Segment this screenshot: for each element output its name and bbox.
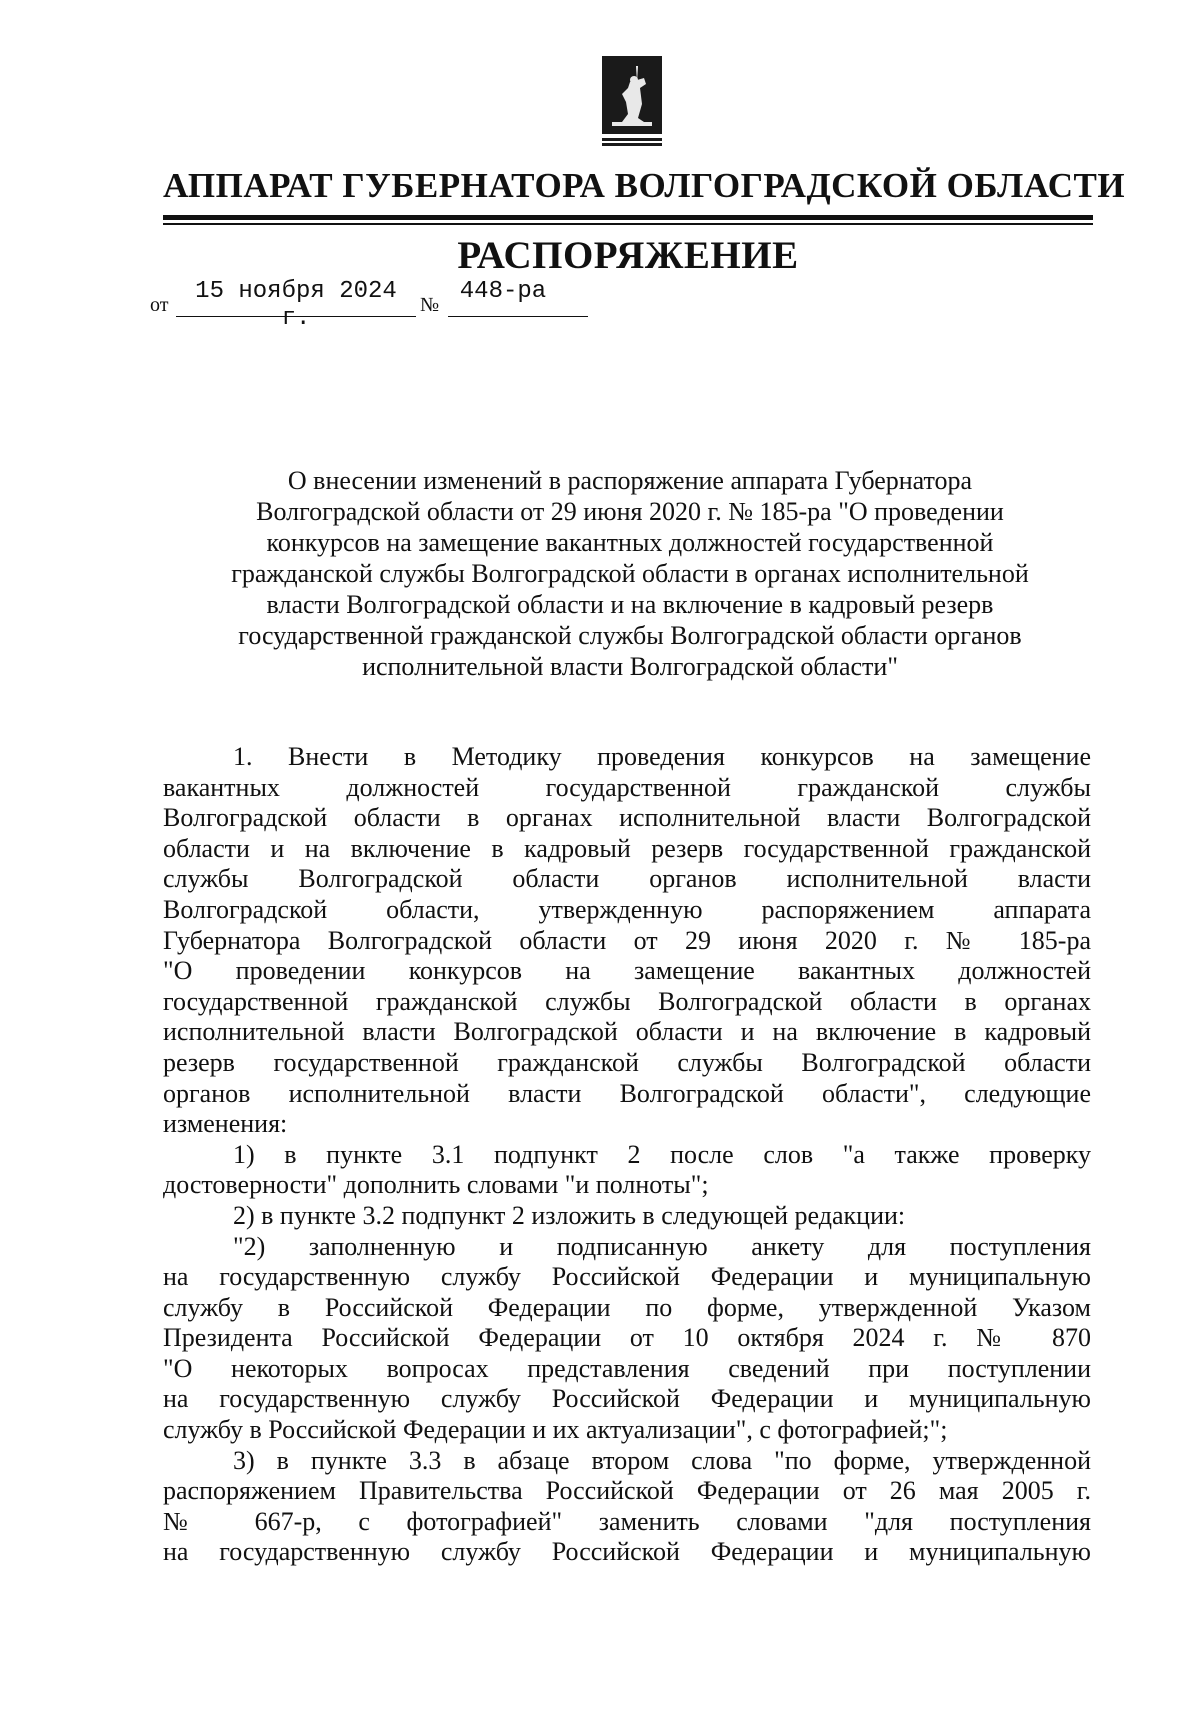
body-line: службы Волгоградской области органов исполнительной власти	[163, 864, 1091, 894]
document-title	[180, 465, 1080, 682]
body-line: резерв государственной гражданской службы Волгоградской области	[163, 1047, 1091, 1077]
body-line: службу в Российской Федерации по форме, утвержденной Указом	[163, 1292, 1091, 1322]
body-line: государственной гражданской службы Волгоградской области в органах	[163, 986, 1091, 1016]
body-line: "О некоторых вопросах представления сведений при поступлении	[163, 1353, 1091, 1383]
body-line: службу в Российской Федерации и их актуализации", с фотографией;";	[163, 1415, 948, 1445]
body-line: Президента Российской Федерации от 10 октября 2024 г. № 870	[163, 1323, 1091, 1353]
body-line: 1. Внести в Методику проведения конкурсов на замещение	[233, 742, 1091, 771]
body-line: области и на включение в кадровый резерв государственной гражданской	[163, 833, 1091, 863]
body-line: "О проведении конкурсов на замещение вакантных должностей	[163, 956, 1091, 986]
title-line: Волгоградской области от 29 июня 2020 г. № 185-ра "О проведении	[256, 497, 1004, 526]
title-line: власти Волгоградской области и на включение в кадровый резерв	[266, 590, 994, 619]
document-body	[163, 742, 1091, 1568]
number-label: №	[420, 294, 440, 316]
body-line: на государственную службу Российской Федерации и муниципальную	[163, 1537, 1091, 1567]
organization-name: АППАРАТ ГУБЕРНАТОРА ВОЛГОГРАДСКОЙ ОБЛАСТИ	[163, 166, 1126, 205]
date-value: 15 ноября 2024 г.	[195, 278, 397, 332]
number-value: 448-ра	[459, 278, 547, 305]
volgograd-emblem-icon	[592, 52, 672, 152]
body-line: распоряжением Правительства Российской Федерации от 26 мая 2005 г.	[163, 1476, 1091, 1506]
header-rule-thin	[163, 223, 1093, 225]
body-line: на государственную службу Российской Федерации и муниципальную	[163, 1384, 1091, 1414]
body-line: "2) заполненную и подписанную анкету для поступления	[233, 1231, 1091, 1261]
body-line: органов исполнительной власти Волгоградской области", следующие	[163, 1078, 1091, 1108]
body-line: Волгоградской области в органах исполнительной власти Волгоградской	[163, 803, 1091, 833]
date-label: от	[150, 294, 169, 316]
document-meta	[150, 278, 610, 332]
body-line: 1) в пункте 3.1 подпункт 2 после слов "а также проверку	[233, 1139, 1091, 1169]
body-line: Волгоградской области, утвержденную распоряжением аппарата	[163, 894, 1091, 924]
number-underline	[448, 316, 588, 317]
header-rule-thick	[163, 215, 1093, 220]
body-line: 2) в пункте 3.2 подпункт 2 изложить в следующей редакции:	[233, 1200, 906, 1230]
title-line: О внесении изменений в распоряжение аппарата Губернатора	[287, 466, 973, 495]
body-line: № 667-р, с фотографией" заменить словами "для поступления	[163, 1506, 1091, 1536]
title-line: исполнительной власти Волгоградской области"	[362, 652, 898, 681]
document-type: РАСПОРЯЖЕНИЕ	[457, 234, 799, 277]
body-line: 3) в пункте 3.3 в абзаце втором слова "по форме, утвержденной	[233, 1445, 1091, 1475]
body-line: вакантных должностей государственной гражданской службы	[163, 772, 1091, 802]
body-line: изменения:	[163, 1109, 288, 1139]
title-line: гражданской службы Волгоградской области в органах исполнительной	[231, 559, 1029, 588]
body-line: достоверности" дополнить словами "и полноты";	[163, 1170, 709, 1200]
body-line: исполнительной власти Волгоградской области и на включение в кадровый	[163, 1017, 1091, 1047]
title-line: конкурсов на замещение вакантных должностей государственной	[266, 528, 994, 557]
body-line: на государственную службу Российской Федерации и муниципальную	[163, 1262, 1091, 1292]
title-line: государственной гражданской службы Волгоградской области органов	[238, 621, 1022, 650]
body-line: Губернатора Волгоградской области от 29 июня 2020 г. № 185-ра	[163, 925, 1091, 955]
